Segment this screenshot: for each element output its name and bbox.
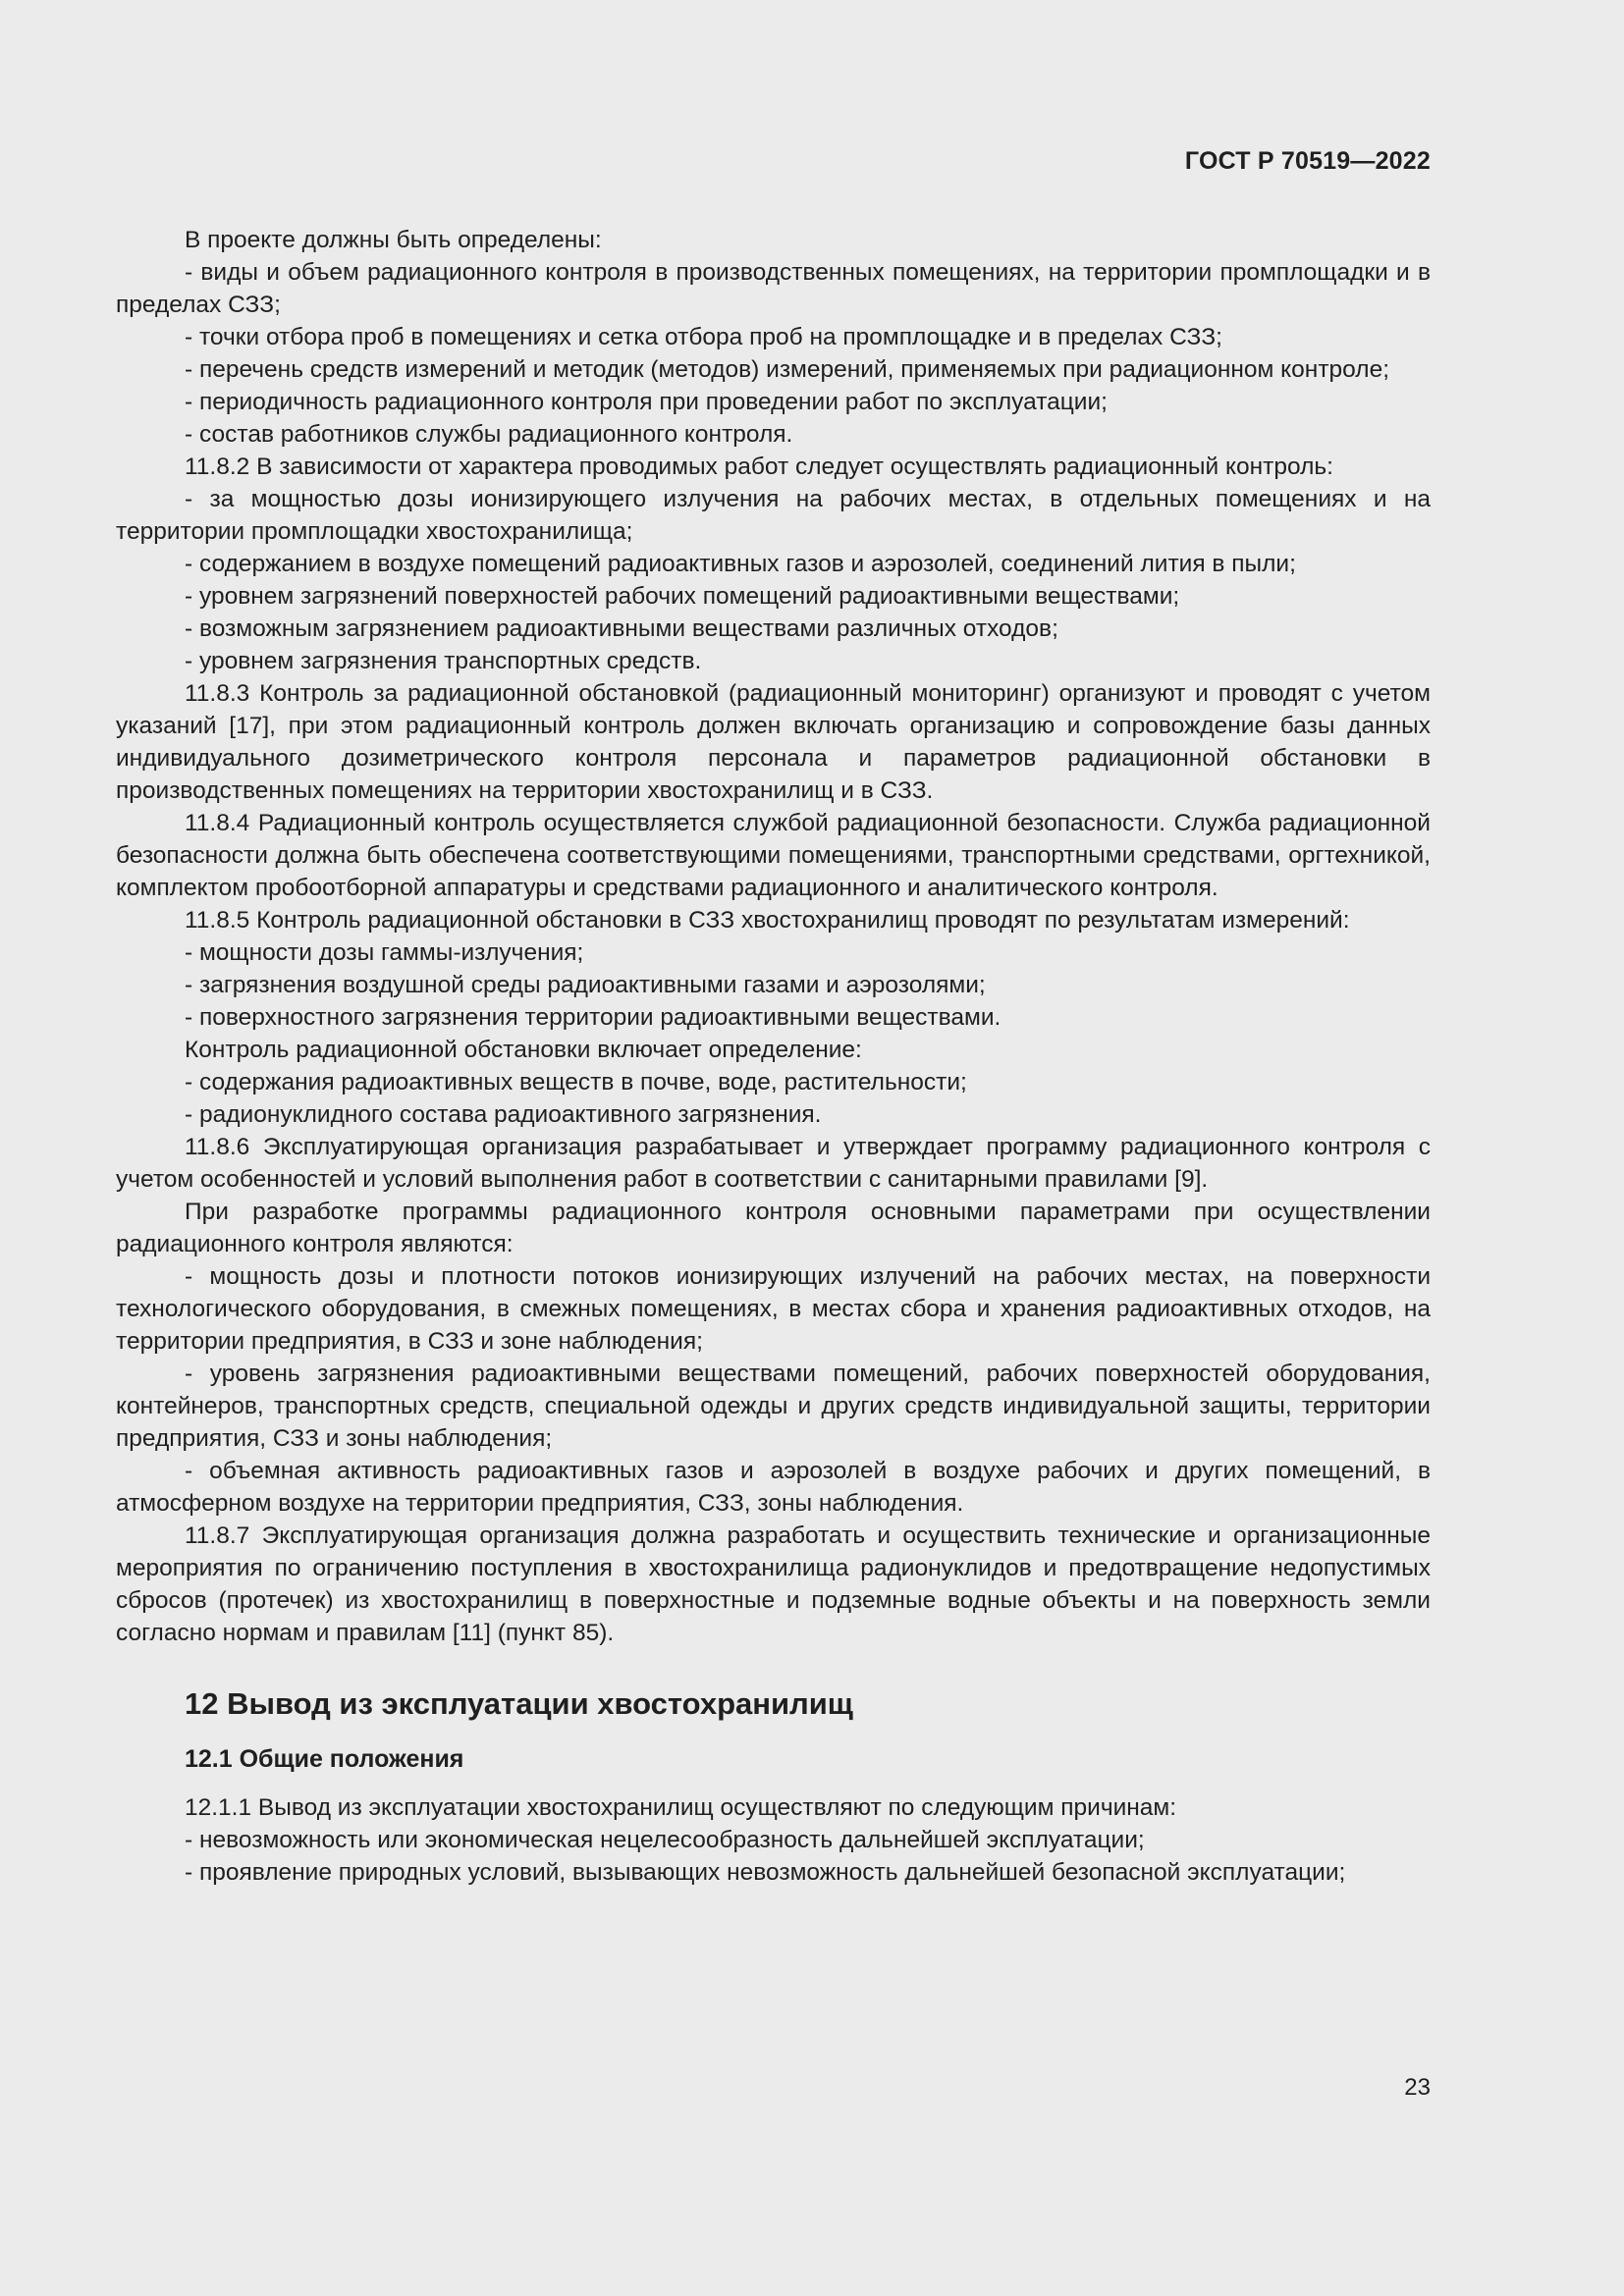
list-item: - проявление природных условий, вызывающих невозможность дальнейшей безопасной эксплуатации; <box>185 1859 1346 1886</box>
list-item: - радионуклидного состава радиоактивного загрязнения. <box>185 1101 822 1128</box>
list-item: - точки отбора проб в помещениях и сетка отбора проб на промплощадке и в пределах СЗЗ; <box>185 324 1222 350</box>
list-item: - содержанием в воздухе помещений радиоактивных газов и аэрозолей, соединений лития в пыли; <box>185 551 1296 577</box>
paragraph: 11.8.5 Контроль радиационной обстановки в СЗЗ хвостохранилищ проводят по результатам измерений: <box>185 907 1350 934</box>
paragraph: 11.8.6 Эксплуатирующая организация разрабатывает и утверждает программу радиационного контроля с учетом особенностей и условий выполнения работ в соответствии с санитарными правилами [9]. <box>116 1134 1431 1193</box>
paragraph: 12.1.1 Вывод из эксплуатации хвостохранилищ осуществляют по следующим причинам: <box>185 1794 1177 1821</box>
list-item: - возможным загрязнением радиоактивными веществами различных отходов; <box>185 615 1058 642</box>
paragraph: Контроль радиационной обстановки включает определение: <box>185 1037 862 1063</box>
list-item: - перечень средств измерений и методик (методов) измерений, применяемых при радиационном контроле; <box>185 356 1389 383</box>
list-item: - за мощностью дозы ионизирующего излучения на рабочих местах, в отдельных помещениях и на территории промплощадки хвостохранилища; <box>116 486 1431 545</box>
list-item: - уровень загрязнения радиоактивными веществами помещений, рабочих поверхностей оборудования, контейнеров, транспортных средств, специальной одежды и других средств индивидуальной защиты, территории предприятия, СЗЗ и зоны наблюдения; <box>116 1361 1431 1452</box>
page-number: 23 <box>1404 2074 1431 2101</box>
paragraph: 11.8.7 Эксплуатирующая организация должна разработать и осуществить технические и организационные мероприятия по ограничению поступления в хвостохранилища радионуклидов и предотвращение недопустимых сбросов (протечек) из хвостохранилищ в поверхностные и подземные водные объекты и на поверхность земли согласно нормам и правилам [11] (пункт 85). <box>116 1522 1431 1646</box>
paragraph: В проекте должны быть определены: <box>185 227 602 253</box>
paragraph: При разработке программы радиационного контроля основными параметрами при осуществлении радиационного контроля являются: <box>116 1199 1431 1257</box>
list-item: - мощности дозы гаммы-излучения; <box>185 939 584 966</box>
list-item: - мощность дозы и плотности потоков ионизирующих излучений на рабочих местах, на поверхности технологического оборудования, в смежных помещениях, в местах сбора и хранения радиоактивных отходов, на территории предприятия, в СЗЗ и зоне наблюдения; <box>116 1263 1431 1355</box>
list-item: - загрязнения воздушной среды радиоактивными газами и аэрозолями; <box>185 972 986 998</box>
list-item: - объемная активность радиоактивных газов и аэрозолей в воздухе рабочих и других помещений, в атмосферном воздухе на территории предприятия, СЗЗ, зоны наблюдения. <box>116 1458 1431 1517</box>
section-11-8-text <box>116 224 1431 1649</box>
document-body <box>116 224 1431 1889</box>
subsection-heading: 12.1 Общие положения <box>185 1745 464 1773</box>
paragraph: 11.8.2 В зависимости от характера проводимых работ следует осуществлять радиационный контроль: <box>185 454 1333 480</box>
section-heading: 12 Вывод из эксплуатации хвостохранилищ <box>185 1686 853 1721</box>
list-item: - поверхностного загрязнения территории радиоактивными веществами. <box>185 1004 1001 1031</box>
paragraph: 11.8.4 Радиационный контроль осуществляется службой радиационной безопасности. Служба радиационной безопасности должна быть обеспечена соответствующими помещениями, транспортными средствами, оргтехникой, комплектом пробоотборной аппаратуры и средствами радиационного и аналитического контроля. <box>116 810 1431 901</box>
list-item: - уровнем загрязнений поверхностей рабочих помещений радиоактивными веществами; <box>185 583 1180 610</box>
list-item: - содержания радиоактивных веществ в почве, воде, растительности; <box>185 1069 967 1095</box>
list-item: - уровнем загрязнения транспортных средств. <box>185 648 702 674</box>
list-item: - состав работников службы радиационного контроля. <box>185 421 793 448</box>
paragraph: 11.8.3 Контроль за радиационной обстановкой (радиационный мониторинг) организуют и проводят с учетом указаний [17], при этом радиационный контроль должен включать организацию и сопровождение базы данных индивидуального дозиметрического контроля персонала и параметров радиационной обстановки в производственных помещениях на территории хвостохранилищ и в СЗЗ. <box>116 680 1431 804</box>
section-12-1-text <box>116 1791 1431 1889</box>
list-item: - невозможность или экономическая нецелесообразность дальнейшей эксплуатации; <box>185 1827 1145 1853</box>
document-header: ГОСТ Р 70519—2022 <box>1184 147 1431 175</box>
list-item: - периодичность радиационного контроля при проведении работ по эксплуатации; <box>185 389 1108 415</box>
list-item: - виды и объем радиационного контроля в производственных помещениях, на территории промплощадки и в пределах СЗЗ; <box>116 259 1431 318</box>
